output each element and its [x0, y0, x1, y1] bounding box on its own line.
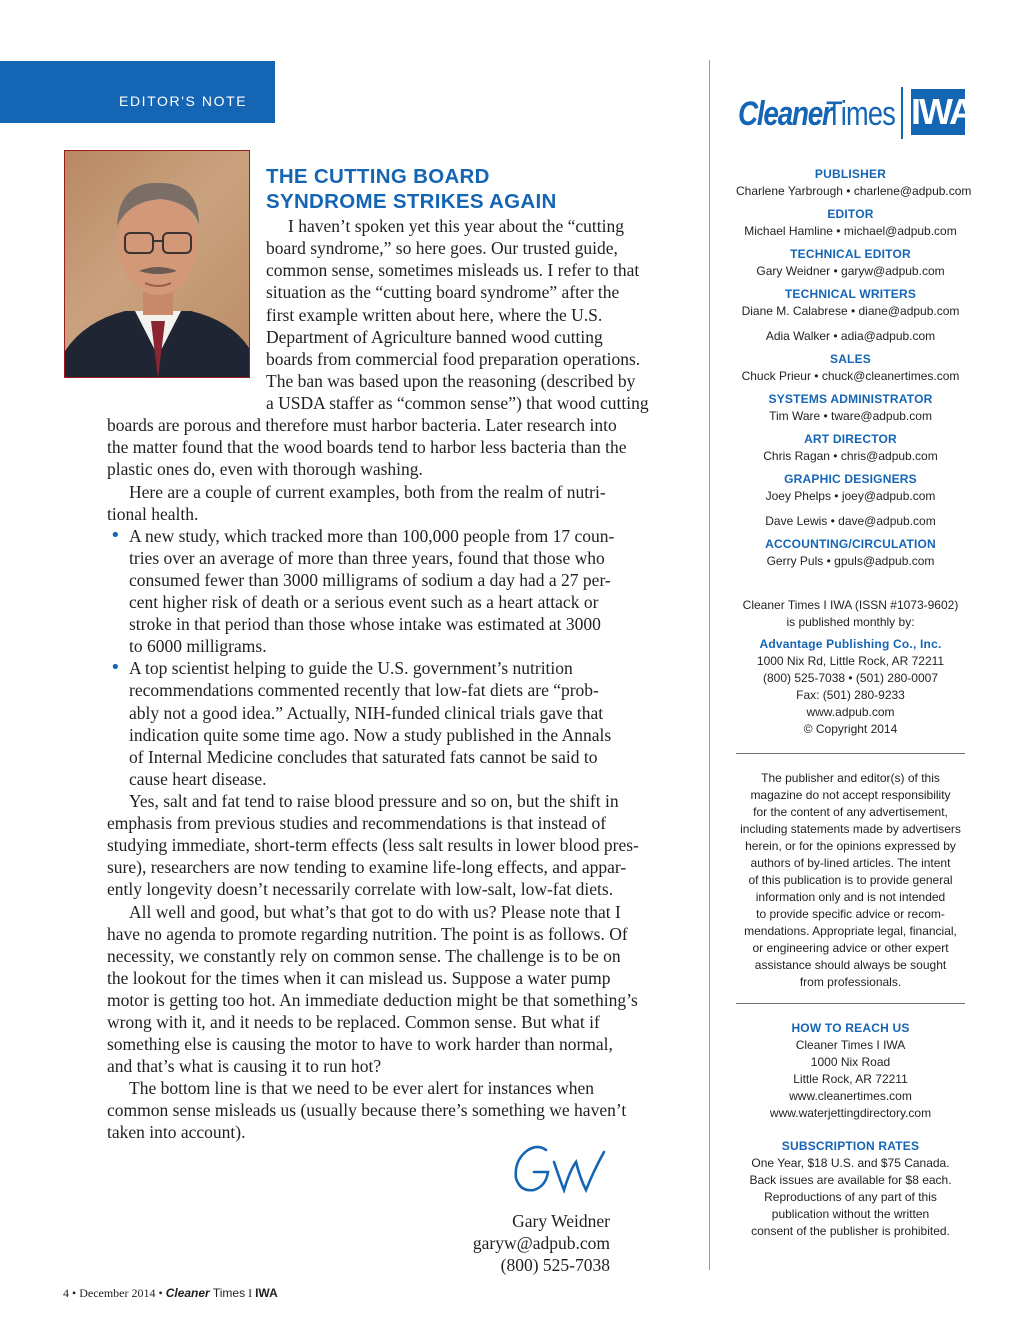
reach-link-waterjetting[interactable]: www.waterjettingdirectory.com	[769, 1106, 932, 1120]
bullet-marker: •	[110, 525, 121, 546]
staff-entry: Tim Ware • tware@adpub.com	[769, 409, 932, 423]
reach-title: HOW TO REACH US	[791, 1021, 910, 1035]
body-line: A top scientist helping to guide the U.S. government’s nutrition	[129, 658, 573, 678]
body-line: boards from commercial food preparation operations.	[266, 349, 641, 369]
body-line: to 6000 milligrams.	[129, 636, 267, 656]
logo-times: Times	[826, 95, 896, 133]
body-line: consumed fewer than 3000 milligrams of sodium a day had a 27 per-	[129, 570, 611, 590]
disclaimer-line: assistance should always be sought	[754, 958, 947, 972]
role-heading: GRAPHIC DESIGNERS	[784, 472, 917, 486]
masthead-rule	[736, 1003, 965, 1004]
section-banner	[0, 61, 275, 123]
body-line: ently longevity doesn’t necessarily correlate with low-salt, low-fat diets.	[107, 879, 614, 899]
body-line: I haven’t spoken yet this year about the “cutting	[288, 216, 624, 236]
body-line: cause heart disease.	[129, 769, 267, 789]
disclaimer-line: magazine do not accept responsibility	[750, 788, 951, 802]
disclaimer-line: for the content of any advertisement,	[753, 805, 948, 819]
role-heading: SYSTEMS ADMINISTRATOR	[768, 392, 933, 406]
reach-line: Cleaner Times I IWA	[795, 1038, 906, 1052]
staff-listing	[736, 166, 972, 570]
body-line: sure), researchers are now tending to examine life-long effects, and appar-	[107, 857, 627, 877]
body-line: emphasis from previous studies and recommendations is that instead of	[107, 813, 607, 833]
headline-line: THE CUTTING BOARD	[266, 165, 490, 188]
reach-link-cleanertimes[interactable]: www.cleanertimes.com	[789, 1089, 912, 1103]
logo-divider	[901, 87, 903, 139]
cleaner-times-logo	[738, 87, 973, 143]
body-line: ably not a good idea.” Actually, NIH-funded clinical trials gave that	[129, 703, 604, 723]
staff-entry: Gerry Puls • gpuls@adpub.com	[766, 554, 935, 568]
body-line: situation as the “cutting board syndrome” after the	[266, 282, 620, 302]
publication-info	[736, 597, 965, 738]
reach-us	[736, 1020, 965, 1240]
body-line: the matter found that the wood boards tend to harbor less bacteria than the	[107, 437, 627, 457]
issn-line: Cleaner Times I IWA (ISSN #1073-9602)	[742, 598, 959, 612]
staff-entry: Michael Hamline • michael@adpub.com	[744, 224, 957, 238]
publisher-web: www.adpub.com	[806, 705, 895, 719]
body-line: necessity, we constantly rely on common sense. The challenge is to be on	[107, 946, 621, 966]
staff-entry: Chris Ragan • chris@adpub.com	[763, 449, 938, 463]
signature-block	[473, 1210, 610, 1276]
role-heading: EDITOR	[827, 207, 874, 221]
section-label: EDITOR'S NOTE	[119, 93, 248, 109]
signature-initials	[508, 1140, 618, 1205]
subscription-title: SUBSCRIPTION RATES	[781, 1139, 920, 1153]
body-line: first example written about here, where the U.S.	[266, 305, 603, 325]
body-line: Yes, salt and fat tend to raise blood pressure and so on, but the shift in	[129, 791, 619, 811]
staff-entry: Joey Phelps • joey@adpub.com	[765, 489, 936, 503]
body-line: recommendations commented recently that low-fat diets are “prob-	[129, 680, 599, 700]
body-line: have no agenda to promote regarding nutrition. The point is as follows. Of	[107, 924, 628, 944]
disclaimer-line: The publisher and editor(s) of this	[761, 771, 940, 785]
staff-entry: Diane M. Calabrese • diane@adpub.com	[741, 304, 960, 318]
author-photo	[64, 150, 250, 378]
disclaimer-line: authors of by-lined articles. The intent	[750, 856, 951, 870]
subscription-line: Reproductions of any part of this	[764, 1190, 937, 1204]
subscription-line: consent of the publisher is prohibited.	[751, 1224, 950, 1238]
body-line: wrong with it, and it needs to be replaced. Common sense. But what if	[107, 1012, 600, 1032]
body-line: stroke in that period than those whose intake was estimated at 3000	[129, 614, 601, 634]
role-heading: SALES	[829, 352, 871, 366]
footer-iwa: IWA	[255, 1286, 278, 1300]
author-email: garyw@adpub.com	[472, 1233, 610, 1253]
footer-sep: I	[245, 1286, 256, 1300]
headline-line: SYNDROME STRIKES AGAIN	[266, 190, 557, 213]
staff-entry: Chuck Prieur • chuck@cleanertimes.com	[741, 369, 960, 383]
masthead-rule	[736, 753, 965, 754]
subscription-line: publication without the written	[771, 1207, 930, 1221]
body-line: plastic ones do, even with thorough washing.	[107, 459, 423, 479]
subscription-line: Back issues are available for $8 each.	[749, 1173, 952, 1187]
disclaimer-line: from professionals.	[799, 975, 902, 989]
reach-line: Little Rock, AR 72211	[793, 1072, 908, 1086]
footer-brand-cleaner: Cleaner	[165, 1286, 210, 1300]
disclaimer	[736, 770, 965, 991]
body-line: tries over an average of more than three years, found that those who	[129, 548, 605, 568]
monthly-line: is published monthly by:	[786, 615, 915, 629]
disclaimer-line: information only and is not intended	[755, 890, 946, 904]
body-line: A new study, which tracked more than 100,000 people from 17 coun-	[129, 526, 615, 546]
staff-entry: Adia Walker • adia@adpub.com	[765, 329, 936, 343]
logo-cleaner: Cleaner	[738, 95, 832, 133]
role-heading: PUBLISHER	[814, 167, 887, 181]
body-line: a USDA staffer as “common sense”) that wood cutting	[266, 393, 649, 413]
publisher-fax: Fax: (501) 280-9233	[796, 688, 905, 702]
logo-iwa-badge: IWA	[911, 89, 965, 135]
body-line: common sense misleads us (usually because there’s something we haven’t	[107, 1100, 627, 1120]
subscription-line: One Year, $18 U.S. and $75 Canada.	[751, 1156, 950, 1170]
role-heading: ACCOUNTING/CIRCULATION	[765, 537, 936, 551]
body-line: All well and good, but what’s that got to do with us? Please note that I	[129, 902, 621, 922]
staff-entry: Dave Lewis • dave@adpub.com	[765, 514, 936, 528]
page-footer	[63, 1286, 278, 1301]
role-heading: ART DIRECTOR	[804, 432, 897, 446]
body-line: boards are porous and therefore must harbor bacteria. Later research into	[107, 415, 617, 435]
body-line: Department of Agriculture banned wood cutting	[266, 327, 603, 347]
body-line: board syndrome,” so here goes. Our trusted guide,	[266, 238, 618, 258]
body-line: and that’s what is causing it to run hot?	[107, 1056, 382, 1076]
body-line: common sense, sometimes misleads us. I refer to that	[266, 260, 640, 280]
body-line: of Internal Medicine concludes that saturated fats cannot be said to	[129, 747, 598, 767]
disclaimer-line: mendations. Appropriate legal, financial,	[744, 924, 957, 938]
publisher-phones: (800) 525-7038 • (501) 280-0007	[763, 671, 938, 685]
disclaimer-line: to provide specific advice or recom-	[756, 907, 945, 921]
disclaimer-line: or engineering advice or other expert	[752, 941, 949, 955]
body-line: something else is causing the motor to have to work harder than normal,	[107, 1034, 613, 1054]
body-line: tional health.	[107, 504, 199, 524]
staff-entry: Gary Weidner • garyw@adpub.com	[756, 264, 945, 278]
role-heading: TECHNICAL WRITERS	[784, 287, 917, 301]
body-line: The ban was based upon the reasoning (described by	[266, 371, 636, 391]
body-line: indication quite some time ago. Now a study published in the Annals	[129, 725, 612, 745]
disclaimer-line: including statements made by advertisers	[740, 822, 961, 836]
body-line: taken into account).	[107, 1122, 246, 1142]
body-line: Here are a couple of current examples, both from the realm of nutri-	[129, 482, 606, 502]
body-line: the lookout for the times when it can mislead us. Suppose a water pump	[107, 968, 611, 988]
publisher-company: Advantage Publishing Co., Inc.	[759, 637, 942, 651]
article-headline	[266, 164, 666, 214]
body-line: studying immediate, short-term effects (less salt results in lower blood pres-	[107, 835, 639, 855]
body-line: The bottom line is that we need to be ever alert for instances when	[129, 1078, 595, 1098]
author-name: Gary Weidner	[512, 1211, 610, 1231]
copyright: © Copyright 2014	[803, 722, 898, 736]
role-heading: TECHNICAL EDITOR	[790, 247, 911, 261]
column-divider	[709, 60, 710, 1270]
bullet-marker: •	[110, 657, 121, 678]
footer-prefix: 4 • December 2014 •	[63, 1286, 166, 1300]
disclaimer-line: herein, or for the opinions expressed by	[745, 839, 956, 853]
footer-brand-times: Times	[209, 1286, 246, 1300]
body-line: cent higher risk of death or a serious event such as a heart attack or	[129, 592, 599, 612]
author-phone: (800) 525-7038	[500, 1255, 610, 1275]
body-line: motor is getting too hot. An immediate deduction might be that something’s	[107, 990, 638, 1010]
disclaimer-line: of this publication is to provide general	[748, 873, 953, 887]
publisher-address: 1000 Nix Rd, Little Rock, AR 72211	[756, 654, 945, 668]
reach-line: 1000 Nix Road	[810, 1055, 891, 1069]
staff-entry: Charlene Yarbrough • charlene@adpub.com	[736, 184, 972, 198]
